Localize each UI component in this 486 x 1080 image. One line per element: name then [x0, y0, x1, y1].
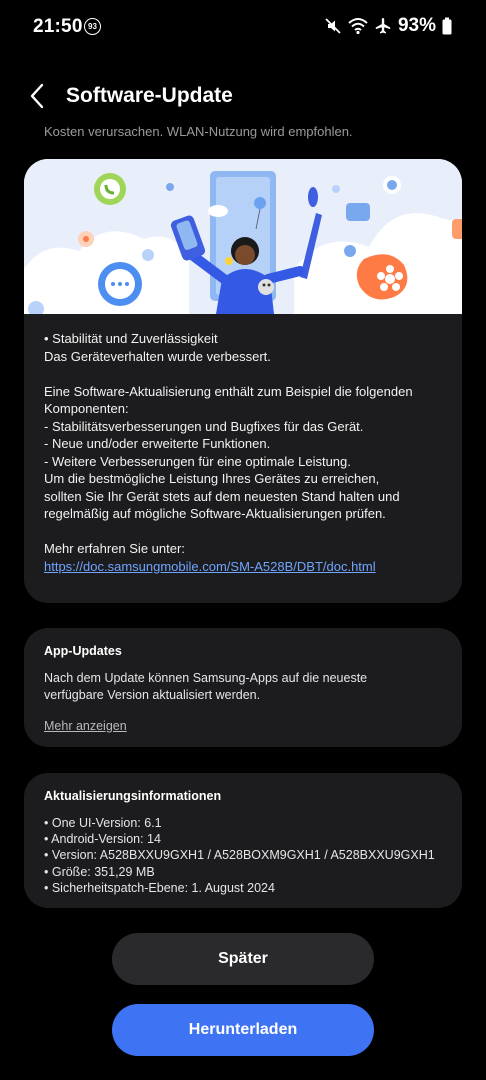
update-info-card: [24, 773, 462, 908]
later-button[interactable]: Später: [112, 933, 374, 985]
battery-icon: [442, 17, 452, 35]
wifi-icon: [348, 17, 368, 35]
cutoff-text: Kosten verursachen. WLAN-Nutzung wird empfohlen.: [44, 124, 353, 139]
update-info-list: [44, 815, 435, 896]
info-item-security-patch: • Sicherheitspatch-Ebene: 1. August 2024: [44, 880, 275, 895]
app-updates-line: Nach dem Update können Samsung-Apps auf die neueste: [44, 671, 368, 685]
content-scroll-area[interactable]: [0, 124, 486, 924]
phone-icon: [94, 173, 126, 205]
notes-line: Eine Software-Aktualisierung enthält zum Beispiel die folgenden: [44, 383, 413, 399]
update-info-title: Aktualisierungsinformationen: [44, 789, 222, 803]
status-time: 21:50: [33, 16, 83, 37]
documentation-link[interactable]: https://doc.samsungmobile.com/SM-A528B/DBT/doc.html: [44, 558, 376, 574]
info-item-android-version: • Android-Version: 14: [44, 832, 161, 847]
update-illustration: [24, 159, 462, 314]
notes-line: sollten Sie Ihr Gerät stets auf dem neuesten Stand halten und: [44, 488, 400, 504]
learn-more-label: Mehr erfahren Sie unter:: [44, 541, 185, 556]
airplane-icon: [374, 17, 392, 35]
download-button[interactable]: Herunterladen: [112, 1004, 374, 1056]
app-updates-card: [24, 628, 462, 747]
release-notes-card: [24, 159, 462, 603]
chevron-left-icon: [29, 83, 45, 114]
status-icons: [324, 15, 452, 37]
header: [0, 76, 486, 120]
info-item-build-version: • Version: A528BXXU9GXH1 / A528BOXM9GXH1 / A528BXXU9GXH1: [44, 848, 435, 863]
page-title: Software-Update: [66, 84, 233, 107]
notes-line: - Neue und/oder erweiterte Funktionen.: [44, 436, 271, 451]
notes-line: regelmäßig auf mögliche Software-Aktualisierungen prüfen.: [44, 506, 386, 521]
notes-line: • Stabilität und Zuverlässigkeit: [44, 331, 218, 346]
notes-line: Komponenten:: [44, 401, 129, 416]
back-button[interactable]: [20, 80, 54, 116]
battery-percentage: 93%: [397, 15, 436, 36]
app-updates-title: App-Updates: [44, 644, 122, 658]
show-more-link[interactable]: Mehr anzeigen: [44, 719, 127, 733]
notes-line: - Stabilitätsverbesserungen und Bugfixes für das Gerät.: [44, 418, 364, 434]
app-updates-line: verfügbare Version aktualisiert werden.: [44, 687, 261, 702]
release-notes-text: [44, 330, 454, 575]
location-icon: [383, 176, 401, 194]
notes-line: - Weitere Verbesserungen für eine optimale Leistung.: [44, 453, 351, 469]
app-updates-description: [44, 670, 444, 703]
notes-line: Das Geräteverhalten wurde verbessert.: [44, 348, 271, 364]
chat-icon: [98, 262, 142, 306]
info-item-ui-version: • One UI-Version: 6.1: [44, 816, 162, 830]
status-bar: [0, 0, 486, 54]
notes-line: Um die bestmögliche Leistung Ihres Gerätes zu erreichen,: [44, 471, 380, 486]
mute-icon: [324, 17, 342, 35]
notification-count-badge: 93: [84, 18, 101, 35]
info-item-size: • Größe: 351,29 MB: [44, 864, 155, 879]
